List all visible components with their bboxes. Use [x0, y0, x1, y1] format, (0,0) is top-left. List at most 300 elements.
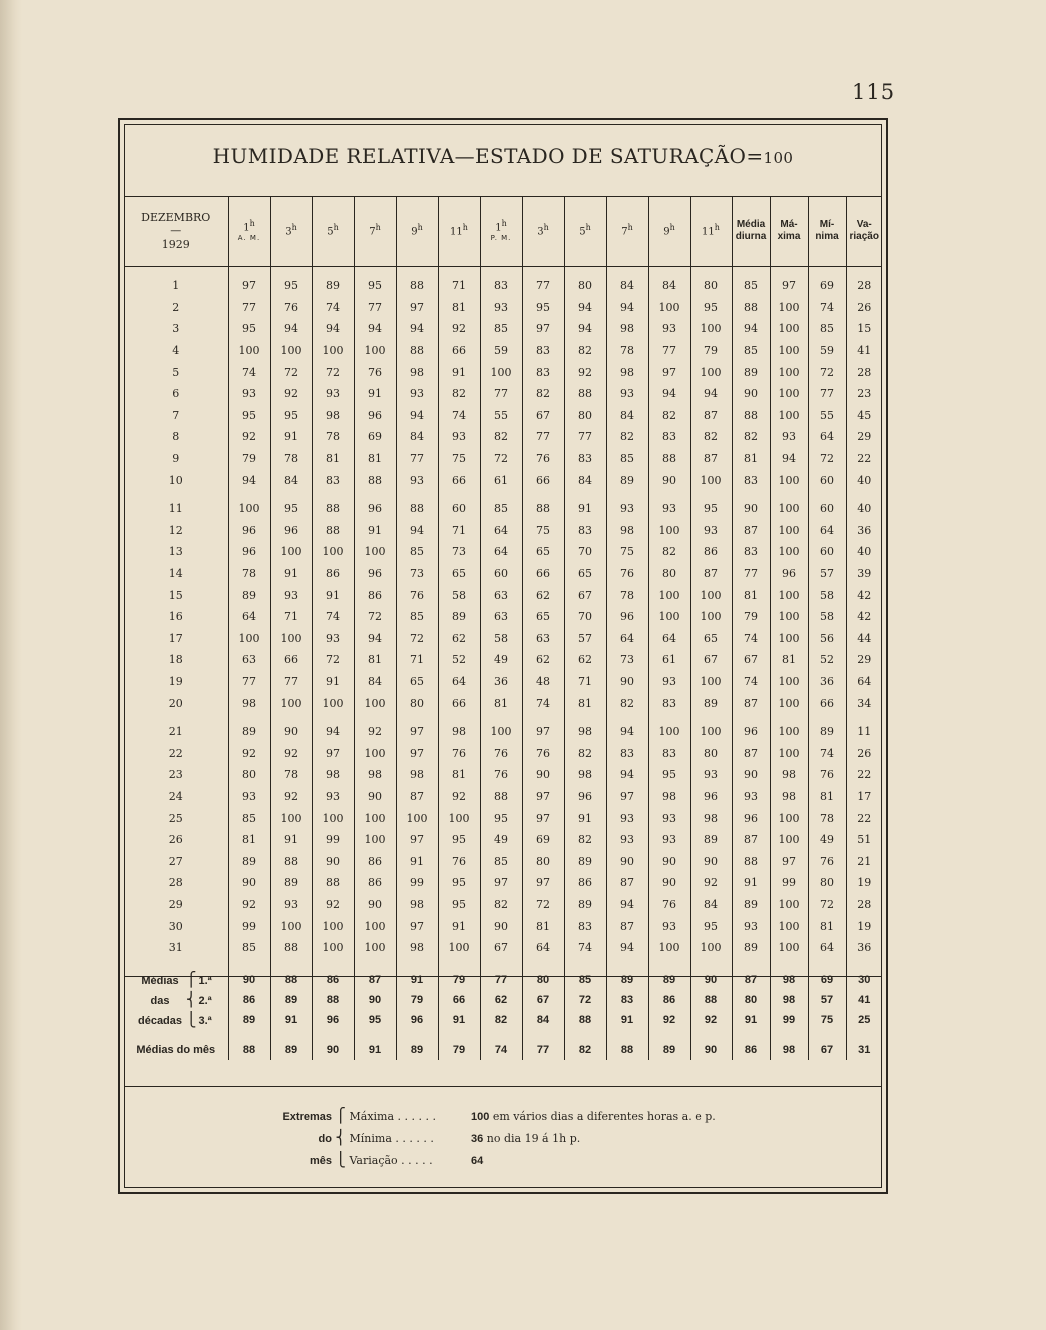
day-cell: 30: [124, 915, 228, 937]
value-cell: 83: [648, 692, 690, 714]
value-cell: 80: [522, 850, 564, 872]
value-cell: 90: [732, 498, 770, 520]
month-average-value: 89: [270, 1040, 312, 1060]
value-cell: 44: [857, 631, 872, 645]
spacer-cell: [648, 1030, 690, 1040]
value-cell: 89: [270, 872, 312, 894]
value-cell: 99: [396, 872, 438, 894]
value-cell: 77: [522, 426, 564, 448]
value-cell: 82: [564, 829, 606, 851]
value-cell: 100: [690, 584, 732, 606]
value-cell: 87: [606, 872, 648, 894]
decade-value: 66: [438, 990, 480, 1010]
value-cell: 74: [438, 405, 480, 427]
decade-label: [124, 990, 228, 1010]
hour-header: [522, 196, 564, 266]
spacer-row: [124, 958, 882, 970]
value-cell: 22: [857, 811, 872, 825]
value-cell: 42: [857, 610, 872, 624]
value-cell: 90: [606, 671, 648, 693]
gap-cell: [124, 491, 228, 498]
day-cell: 1: [124, 275, 228, 297]
value-cell: 65: [396, 671, 438, 693]
value-cell: 85: [606, 448, 648, 470]
spacer-cell: [270, 1030, 312, 1040]
hour-header: [438, 196, 480, 266]
table-row: [124, 520, 882, 542]
value-cell: 79: [732, 606, 770, 628]
value-cell: 85: [396, 541, 438, 563]
value-cell: 65: [564, 563, 606, 585]
value-cell: 100: [770, 469, 808, 491]
value-cell: 100: [438, 807, 480, 829]
hour-header: [228, 196, 270, 266]
variacao-header: [846, 196, 882, 266]
value-cell: 82: [648, 405, 690, 427]
value-cell: 66: [270, 649, 312, 671]
value-cell: 95: [438, 894, 480, 916]
decade-value: 86: [312, 970, 354, 990]
decade-value: 41: [858, 994, 871, 1007]
decade-value: 95: [354, 1010, 396, 1030]
value-cell: 80: [690, 742, 732, 764]
var-key: Variação . . . . .: [349, 1154, 433, 1167]
value-cell: 94: [732, 318, 770, 340]
value-cell: 48: [522, 671, 564, 693]
value-cell: 22: [857, 452, 872, 466]
value-cell: 97: [522, 872, 564, 894]
decade-value: 91: [606, 1010, 648, 1030]
value-cell: 98: [606, 318, 648, 340]
hour-header: [396, 196, 438, 266]
month-average-value: 82: [564, 1040, 606, 1060]
value-cell: 75: [438, 448, 480, 470]
value-cell: 100: [770, 628, 808, 650]
day-cell: 23: [124, 764, 228, 786]
value-cell: 88: [312, 498, 354, 520]
value-cell: 94: [396, 318, 438, 340]
table-row: [124, 742, 882, 764]
value-cell: 61: [648, 649, 690, 671]
value-cell: 29: [857, 653, 872, 667]
hour-suffix: h: [249, 219, 255, 229]
decade-value: 77: [480, 970, 522, 990]
value-cell: 85: [808, 318, 846, 340]
value-cell: 86: [354, 584, 396, 606]
value-cell: 96: [770, 563, 808, 585]
value-cell: 88: [732, 297, 770, 319]
hour-suffix: h: [333, 223, 339, 233]
brace-icon: ⎩: [186, 1012, 197, 1029]
value-cell: 96: [354, 498, 396, 520]
spacer-cell: [522, 266, 564, 275]
value-cell: 92: [270, 383, 312, 405]
day-cell: 19: [124, 671, 228, 693]
value-cell: 83: [732, 469, 770, 491]
decade-value: 25: [858, 1014, 871, 1027]
value-cell: 100: [270, 915, 312, 937]
value-cell: 94: [354, 628, 396, 650]
value-cell: 91: [564, 498, 606, 520]
table-row: [124, 829, 882, 851]
value-cell: 58: [808, 606, 846, 628]
max-value: [471, 1110, 716, 1123]
gap-cell: [270, 714, 312, 721]
value-cell: 99: [228, 915, 270, 937]
value-cell: 94: [564, 318, 606, 340]
value-cell: 28: [857, 279, 872, 293]
value-cell: 98: [564, 721, 606, 743]
page-edge: [0, 0, 22, 1330]
value-cell: 81: [354, 649, 396, 671]
day-cell: 5: [124, 361, 228, 383]
value-cell: 100: [270, 807, 312, 829]
value-cell: 89: [732, 894, 770, 916]
value-cell: 93: [770, 426, 808, 448]
value-cell: 94: [606, 764, 648, 786]
value-cell: 97: [228, 275, 270, 297]
value-cell: 76: [522, 742, 564, 764]
value-cell: 100: [770, 829, 808, 851]
value-cell: 91: [564, 807, 606, 829]
spacer-cell: [606, 1030, 648, 1040]
spacer-cell: [312, 1030, 354, 1040]
value-cell: 92: [228, 426, 270, 448]
spacer-cell: [564, 958, 606, 970]
hour-suffix: h: [375, 223, 381, 233]
value-cell: 88: [270, 937, 312, 959]
value-cell: 76: [438, 742, 480, 764]
media-diurna-header-line: Média: [736, 219, 766, 230]
value-cell: 100: [270, 628, 312, 650]
day-cell: 18: [124, 649, 228, 671]
gap-cell: [480, 491, 522, 498]
value-cell: 91: [270, 829, 312, 851]
spacer-cell: [732, 266, 770, 275]
value-cell: 76: [396, 584, 438, 606]
value-cell: 92: [690, 872, 732, 894]
table-row: [124, 671, 882, 693]
value-cell: 23: [857, 387, 872, 401]
day-cell: 28: [124, 872, 228, 894]
month-header: [124, 196, 228, 266]
value-cell: 63: [228, 649, 270, 671]
decade-value: 72: [564, 990, 606, 1010]
hour-label: 3: [285, 226, 292, 238]
value-cell: 83: [522, 340, 564, 362]
value-cell: 94: [312, 721, 354, 743]
decade-label: [124, 970, 228, 990]
value-cell: 97: [606, 786, 648, 808]
value-cell: 76: [480, 764, 522, 786]
value-cell: 81: [438, 764, 480, 786]
value-cell: 22: [857, 768, 872, 782]
gap-cell: [770, 714, 808, 721]
value-cell: 84: [270, 469, 312, 491]
value-cell: 67: [480, 937, 522, 959]
spacer-cell: [480, 1030, 522, 1040]
value-cell: 94: [770, 448, 808, 470]
value-cell: 93: [228, 786, 270, 808]
value-cell: 100: [228, 628, 270, 650]
gap-cell: [270, 491, 312, 498]
month-dash: —: [170, 224, 182, 238]
value-cell: 64: [438, 671, 480, 693]
gap-cell: [312, 714, 354, 721]
table-row: [124, 894, 882, 916]
value-cell: 28: [857, 897, 872, 911]
spacer-cell: [690, 1030, 732, 1040]
value-cell: 93: [606, 829, 648, 851]
value-cell: 94: [228, 469, 270, 491]
spacer-cell: [808, 1030, 846, 1040]
value-cell: 82: [438, 383, 480, 405]
value-cell: 83: [606, 742, 648, 764]
value-cell: 88: [522, 498, 564, 520]
day-cell: 9: [124, 448, 228, 470]
hour-suffix: h: [585, 223, 591, 233]
value-cell: 71: [396, 649, 438, 671]
value-cell: 89: [606, 469, 648, 491]
value-cell: 84: [648, 275, 690, 297]
value-cell: 71: [270, 606, 312, 628]
value-cell: 76: [648, 894, 690, 916]
ampm-label: A. M.: [237, 234, 261, 243]
value-cell: 90: [648, 872, 690, 894]
value-cell: 80: [648, 563, 690, 585]
value-cell: 100: [312, 915, 354, 937]
decade-value: 89: [228, 1010, 270, 1030]
value-cell: 100: [354, 541, 396, 563]
value-cell: 64: [857, 674, 872, 688]
month-average-label: Médias do mês: [124, 1040, 228, 1060]
value-cell: 95: [228, 318, 270, 340]
decade-value: 85: [564, 970, 606, 990]
value-cell: 88: [396, 498, 438, 520]
value-cell: 77: [648, 340, 690, 362]
value-cell: 91: [732, 872, 770, 894]
value-cell: 66: [438, 469, 480, 491]
value-cell: 92: [312, 894, 354, 916]
month-average-value: 88: [228, 1040, 270, 1060]
day-cell: 25: [124, 807, 228, 829]
decade-value: 87: [354, 970, 396, 990]
value-cell: 90: [270, 721, 312, 743]
decade-value: 89: [648, 970, 690, 990]
value-cell: 60: [480, 563, 522, 585]
table-row: [124, 563, 882, 585]
value-cell: 100: [480, 721, 522, 743]
value-cell: 85: [480, 850, 522, 872]
max-key: Máxima . . . . . .: [349, 1110, 436, 1123]
value-cell: 100: [480, 361, 522, 383]
value-cell: 63: [480, 584, 522, 606]
value-cell: 80: [228, 764, 270, 786]
value-cell: 98: [396, 361, 438, 383]
value-cell: 92: [354, 721, 396, 743]
value-cell: 62: [564, 649, 606, 671]
value-cell: 93: [606, 498, 648, 520]
value-cell: 89: [690, 829, 732, 851]
hour-label: 1: [243, 222, 250, 234]
gap-cell: [606, 714, 648, 721]
spacer-cell: [354, 266, 396, 275]
value-cell: 93: [312, 383, 354, 405]
value-cell: 72: [480, 448, 522, 470]
value-cell: 58: [438, 584, 480, 606]
value-cell: 89: [808, 721, 846, 743]
value-cell: 76: [808, 764, 846, 786]
value-cell: 95: [354, 275, 396, 297]
decade-value: 86: [228, 990, 270, 1010]
value-cell: 90: [732, 764, 770, 786]
gap-cell: [846, 714, 882, 721]
value-cell: 59: [808, 340, 846, 362]
min-bold: 36: [471, 1133, 484, 1145]
spacer-cell: [732, 1030, 770, 1040]
value-cell: 82: [690, 426, 732, 448]
value-cell: 74: [228, 361, 270, 383]
value-cell: 73: [438, 541, 480, 563]
value-cell: 100: [770, 807, 808, 829]
decade-value: 90: [228, 970, 270, 990]
value-cell: 97: [312, 742, 354, 764]
value-cell: 67: [564, 584, 606, 606]
decade-value: 62: [480, 990, 522, 1010]
value-cell: 100: [770, 498, 808, 520]
month-average-value: 86: [732, 1040, 770, 1060]
value-cell: 83: [312, 469, 354, 491]
value-cell: 100: [354, 829, 396, 851]
value-cell: 100: [690, 361, 732, 383]
value-cell: 91: [396, 850, 438, 872]
value-cell: 36: [480, 671, 522, 693]
decade-value: 98: [770, 970, 808, 990]
value-cell: 100: [354, 915, 396, 937]
value-cell: 69: [354, 426, 396, 448]
value-cell: 45: [857, 408, 872, 422]
day-cell: 24: [124, 786, 228, 808]
value-cell: 81: [312, 448, 354, 470]
decade-value: 80: [732, 990, 770, 1010]
value-cell: 70: [564, 541, 606, 563]
decade-gap: [124, 714, 882, 721]
hour-label: 5: [327, 226, 334, 238]
value-cell: 100: [690, 937, 732, 959]
value-cell: 72: [808, 448, 846, 470]
value-cell: 100: [770, 721, 808, 743]
value-cell: 93: [438, 426, 480, 448]
value-cell: 58: [480, 628, 522, 650]
day-cell: 3: [124, 318, 228, 340]
spacer-cell: [846, 266, 882, 275]
value-cell: 66: [522, 563, 564, 585]
value-cell: 100: [228, 340, 270, 362]
value-cell: 98: [396, 894, 438, 916]
max-bold: 100: [471, 1111, 490, 1123]
decade-value: 96: [312, 1010, 354, 1030]
day-cell: 2: [124, 297, 228, 319]
spacer-cell: [846, 1030, 882, 1040]
value-cell: 77: [270, 671, 312, 693]
value-cell: 77: [354, 297, 396, 319]
value-cell: 91: [438, 915, 480, 937]
value-cell: 100: [312, 541, 354, 563]
minima-header-line: Mí-: [819, 219, 835, 230]
value-cell: 62: [522, 584, 564, 606]
decade-gap: [124, 491, 882, 498]
value-cell: 100: [770, 318, 808, 340]
spacer-cell: [270, 958, 312, 970]
value-cell: 98: [690, 807, 732, 829]
value-cell: 83: [564, 520, 606, 542]
value-cell: 95: [690, 297, 732, 319]
hour-label: 9: [411, 226, 418, 238]
value-cell: 90: [690, 850, 732, 872]
value-cell: 72: [808, 361, 846, 383]
year-label: 1929: [161, 237, 190, 251]
value-cell: 93: [648, 915, 690, 937]
value-cell: 66: [808, 692, 846, 714]
value-cell: 81: [480, 692, 522, 714]
value-cell: 91: [354, 520, 396, 542]
extremes-label-2: do: [318, 1133, 332, 1145]
decade-value: 91: [438, 1010, 480, 1030]
value-cell: 84: [690, 894, 732, 916]
value-cell: 89: [438, 606, 480, 628]
title-value: 100: [763, 149, 794, 167]
gap-cell: [228, 491, 270, 498]
value-cell: 90: [648, 469, 690, 491]
media-diurna-header-line: diurna: [735, 231, 767, 242]
month-average-value: 74: [480, 1040, 522, 1060]
value-cell: 82: [522, 383, 564, 405]
decade-value: 69: [808, 970, 846, 990]
value-cell: 81: [808, 786, 846, 808]
value-cell: 100: [770, 383, 808, 405]
value-cell: 81: [354, 448, 396, 470]
value-cell: 78: [606, 584, 648, 606]
value-cell: 95: [438, 872, 480, 894]
value-cell: 60: [808, 469, 846, 491]
decade-value: 88: [564, 1010, 606, 1030]
value-cell: 94: [396, 405, 438, 427]
hour-label: 9: [663, 226, 670, 238]
extremes-min-row: [282, 1130, 580, 1146]
value-cell: 91: [270, 563, 312, 585]
value-cell: 100: [270, 340, 312, 362]
value-cell: 90: [480, 915, 522, 937]
value-cell: 64: [480, 520, 522, 542]
gap-cell: [564, 714, 606, 721]
value-cell: 83: [648, 426, 690, 448]
brace-icon: ⎧: [186, 972, 197, 989]
value-cell: 52: [438, 649, 480, 671]
decade-value: 88: [312, 990, 354, 1010]
decade-value: 67: [522, 990, 564, 1010]
spacer-cell: [438, 958, 480, 970]
spacer-cell: [770, 1030, 808, 1040]
value-cell: 55: [480, 405, 522, 427]
value-cell: 100: [770, 937, 808, 959]
var-bold: 64: [471, 1155, 484, 1167]
decade-value: 91: [270, 1010, 312, 1030]
value-cell: 94: [690, 383, 732, 405]
value-cell: 88: [312, 520, 354, 542]
day-cell: 6: [124, 383, 228, 405]
decade-value: 88: [270, 970, 312, 990]
value-cell: 93: [690, 520, 732, 542]
